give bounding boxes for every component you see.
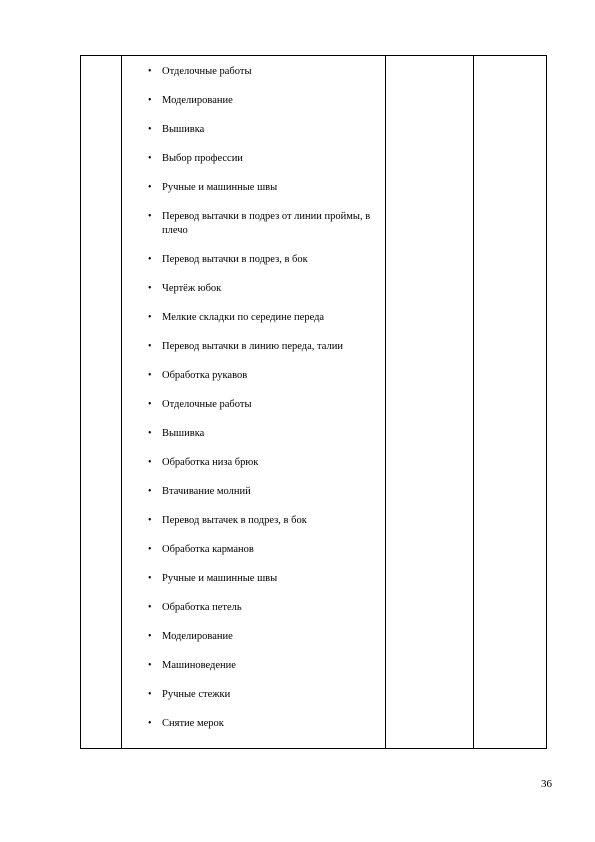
bullet-icon: • — [148, 660, 152, 671]
bullet-icon: • — [148, 631, 152, 642]
topic-label: Втачивание молний — [162, 486, 251, 497]
list-item — [149, 427, 379, 441]
bullet-icon: • — [148, 341, 152, 352]
topic-label: Перевод вытачек в подрез, в бок — [162, 515, 307, 526]
topic-label: Ручные стежки — [162, 689, 231, 700]
list-item — [149, 94, 379, 108]
bullet-icon: • — [148, 602, 152, 613]
list-item — [149, 253, 379, 267]
topic-label: Обработка петель — [162, 602, 242, 613]
list-item — [149, 456, 379, 470]
bullet-icon: • — [148, 428, 152, 439]
bullet-icon: • — [148, 312, 152, 323]
column-divider-2 — [385, 56, 386, 748]
topic-list — [149, 65, 379, 746]
list-item — [149, 340, 379, 354]
list-item — [149, 572, 379, 586]
topic-label: Снятие мерок — [162, 718, 224, 729]
topic-label: Отделочные работы — [162, 66, 252, 77]
topic-label: Машиноведение — [162, 660, 236, 671]
topic-label: Перевод вытачки в линию переда, талии — [162, 341, 343, 352]
bullet-icon: • — [148, 689, 152, 700]
lesson-table — [80, 55, 547, 749]
topic-label: Обработка низа брюк — [162, 457, 259, 468]
list-item — [149, 688, 379, 702]
list-item — [149, 181, 379, 195]
bullet-icon: • — [148, 153, 152, 164]
bullet-icon: • — [148, 254, 152, 265]
topic-label: Ручные и машинные швы — [162, 182, 278, 193]
bullet-icon: • — [148, 95, 152, 106]
column-divider-3 — [473, 56, 474, 748]
topic-label: Вышивка — [162, 428, 205, 439]
topic-label: Вышивка — [162, 124, 205, 135]
list-item — [149, 514, 379, 528]
list-item — [149, 123, 379, 137]
list-item — [149, 311, 379, 325]
bullet-icon: • — [148, 544, 152, 555]
list-item — [149, 65, 379, 79]
list-item — [149, 717, 379, 731]
column-divider-1 — [121, 56, 122, 748]
list-item — [149, 485, 379, 499]
list-item — [149, 398, 379, 412]
topic-label: Отделочные работы — [162, 399, 252, 410]
topic-label: Моделирование — [162, 631, 233, 642]
list-item — [149, 152, 379, 166]
list-item — [149, 210, 379, 238]
bullet-icon: • — [148, 573, 152, 584]
bullet-icon: • — [148, 182, 152, 193]
topic-label: Ручные и машинные швы — [162, 573, 278, 584]
bullet-icon: • — [148, 370, 152, 381]
list-item — [149, 601, 379, 615]
bullet-icon: • — [148, 399, 152, 410]
topic-label: Обработка рукавов — [162, 370, 248, 381]
list-item — [149, 369, 379, 383]
bullet-icon: • — [148, 486, 152, 497]
bullet-icon: • — [148, 66, 152, 77]
topic-label: Моделирование — [162, 95, 233, 106]
bullet-icon: • — [148, 457, 152, 468]
page-number: 36 — [541, 778, 552, 790]
topic-label: Выбор профессии — [162, 153, 243, 164]
bullet-icon: • — [148, 283, 152, 294]
topic-label: Обработка карманов — [162, 544, 254, 555]
bullet-icon: • — [148, 211, 152, 222]
topic-label: Чертёж юбок — [162, 283, 222, 294]
topic-label: Мелкие складки по середине переда — [162, 312, 325, 323]
topic-label: Перевод вытачки в подрез от линии проймы, в плечо — [162, 211, 371, 236]
topic-label: Перевод вытачки в подрез, в бок — [162, 254, 308, 265]
list-item — [149, 659, 379, 673]
bullet-icon: • — [148, 515, 152, 526]
bullet-icon: • — [148, 124, 152, 135]
list-item — [149, 543, 379, 557]
bullet-icon: • — [148, 718, 152, 729]
list-item — [149, 282, 379, 296]
list-item — [149, 630, 379, 644]
